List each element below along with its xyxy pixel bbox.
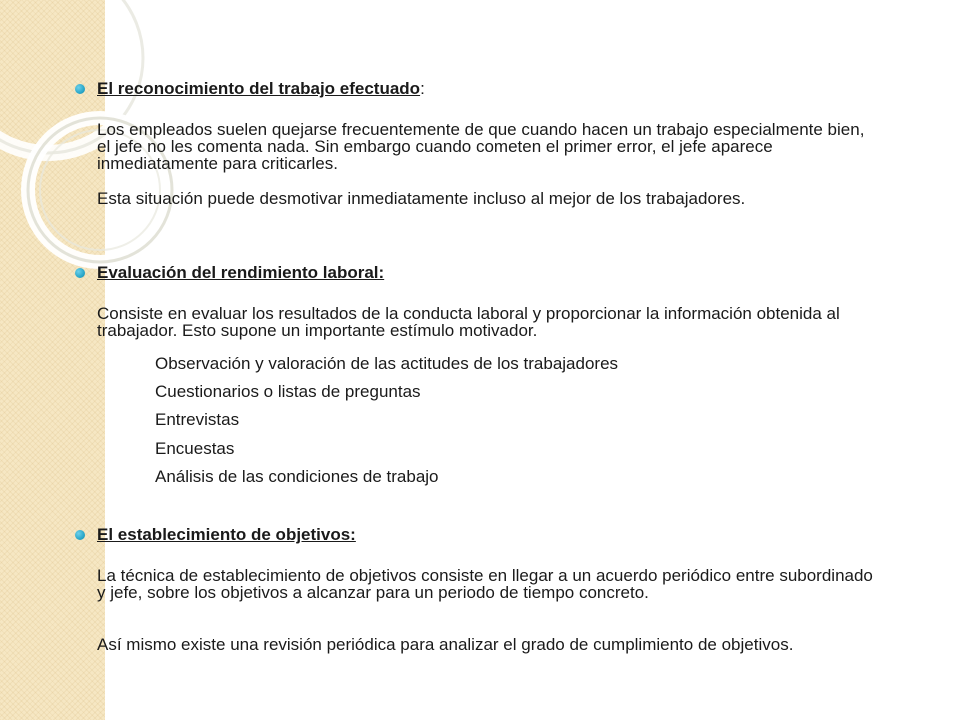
list-item: Cuestionarios o listas de preguntas (155, 382, 421, 401)
section-paragraph: Los empleados suelen quejarse frecuentemente de que cuando hacen un trabajo especialmente bien, el jefe no les comenta nada. Sin embargo cuando cometen el primer error, el jefe aparece inmediatamente para criticarles. (97, 120, 865, 173)
list-item: Entrevistas (155, 410, 240, 429)
section-heading: El establecimiento de objetivos: (97, 525, 356, 544)
section-paragraph: Consiste en evaluar los resultados de la conducta laboral y proporcionar la información obtenida al trabajador. Esto supone un importante estímulo motivador. (97, 304, 840, 340)
section-heading: El reconocimiento del trabajo efectuado: (97, 79, 425, 98)
section-heading: Evaluación del rendimiento laboral: (97, 263, 385, 282)
section-paragraph: Esta situación puede desmotivar inmediatamente incluso al mejor de los trabajadores. (97, 189, 746, 208)
bullet-icon (75, 84, 85, 94)
list-item: Observación y valoración de las actitudes de los trabajadores (155, 354, 619, 373)
list-item: Encuestas (155, 439, 235, 458)
bullet-icon (75, 530, 85, 540)
section-paragraph: Así mismo existe una revisión periódica para analizar el grado de cumplimiento de objetivos. (97, 635, 794, 654)
bullet-icon (75, 268, 85, 278)
section-paragraph: La técnica de establecimiento de objetivos consiste en llegar a un acuerdo periódico entre subordinado y jefe, sobre los objetivos a alcanzar para un periodo de tiempo concreto. (97, 566, 873, 602)
list-item: Análisis de las condiciones de trabajo (155, 467, 439, 486)
